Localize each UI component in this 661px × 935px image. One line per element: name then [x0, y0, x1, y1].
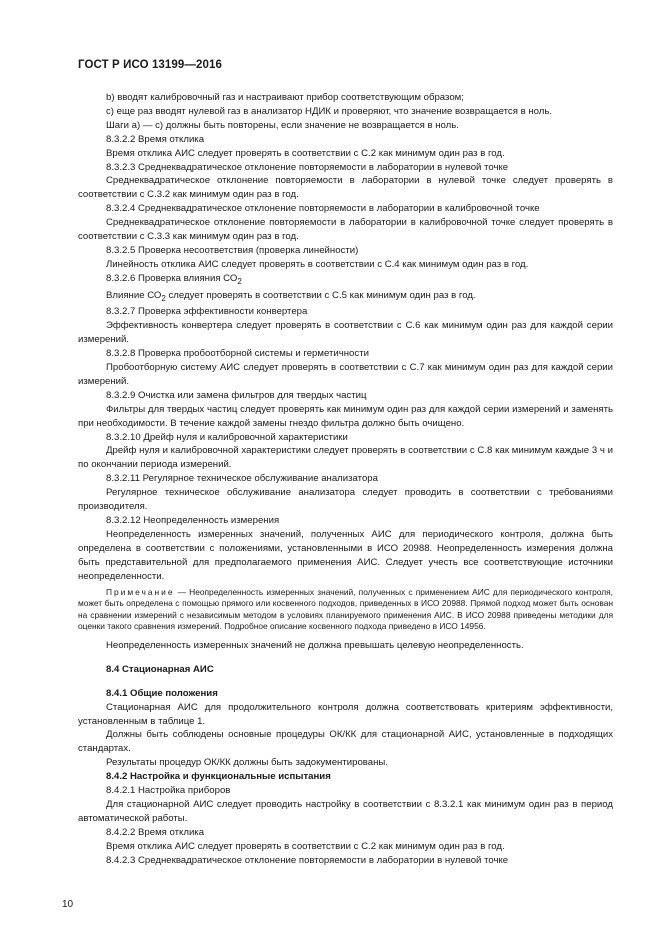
spacer [78, 653, 613, 663]
paragraph: Для стационарной АИС следует проводить настройку в соответствии с 8.3.2.1 как минимум один раз в период автоматической работы. [78, 798, 613, 824]
paragraph: Среднеквадратическое отклонение повторяемости в лаборатории в нулевой точке следует проверять в соответствии с С.3.2 как минимум один раз в год. [78, 175, 613, 201]
section-heading-bold: 8.4 Стационарная АИС [106, 663, 214, 675]
paragraph: Результаты процедур ОК/КК должны быть задокументированы. [106, 757, 388, 769]
paragraph: Фильтры для твердых частиц следует проверять как минимум один раз для каждой серии измерений и заменять при необходимости. В течение каждой замены гнездо фильтра должно быть очищено. [78, 403, 613, 429]
paragraph: Дрейф нуля и калибровочной характеристики следует проверять в соответствии с С.8 как минимум каждые 3 ч и по окончании периода измерений. [78, 445, 613, 471]
page-number: 10 [62, 899, 74, 910]
document-body [78, 91, 613, 868]
section-heading: 8.3.2.10 Дрейф нуля и калибровочной характеристики [106, 431, 348, 443]
paragraph: Время отклика АИС следует проверять в соответствии с С.2 как минимум один раз в год. [106, 147, 505, 159]
paragraph: Линейность отклика АИС следует проверять в соответствии с С.4 как минимум один раз в год. [106, 258, 529, 270]
paragraph: Должны быть соблюдены основные процедуры ОК/КК для стационарной АИС, установленные в подходящих стандартах. [78, 729, 613, 755]
paragraph [78, 289, 613, 306]
section-heading: 8.4.2.2 Время отклика [106, 826, 205, 838]
section-heading-bold: 8.4.1 Общие положения [106, 687, 218, 699]
section-heading: 8.3.2.4 Среднеквадратическое отклонение повторяемости в лаборатории в калибровочной точке [106, 203, 540, 215]
paragraph-text: следует проверять в соответствии с С.5 как минимум один раз в год. [165, 289, 476, 301]
subscript: 2 [161, 293, 166, 303]
section-heading [78, 272, 613, 289]
paragraph: b) вводят калибровочный газ и настраивают прибор соответствующим образом; [106, 92, 464, 103]
paragraph: Время отклика АИС следует проверять в соответствии с С.2 как минимум один раз в год. [106, 840, 505, 852]
note-label: Примечание [106, 586, 175, 597]
spacer [78, 677, 613, 687]
paragraph: Стационарная АИС для продолжительного контроля должна соответствовать критериям эффективности, установленным в таблице 1. [78, 701, 613, 727]
note-text: — Неопределенность измеренных значений, полученных с применением АИС для периодического контроля, может быть определена с помощью прямого или косвенного подходов, приведенных в ИСО 20988. Прямой подход может быть основан на сравнении измерений с независимым методом в условиях планируемого применения АИС. В ИСО 20988 приведены методики для оценки такого сравнения измерений. Подробное описание косвенного подхода приведено в ИСО 14956. [78, 586, 613, 632]
section-heading: 8.3.2.8 Проверка пробоотборной системы и герметичности [106, 348, 369, 360]
section-heading: 8.3.2.9 Очистка или замена фильтров для твердых частиц [106, 389, 367, 401]
section-heading: 8.3.2.5 Проверка несоответствия (проверка линейности) [106, 244, 359, 256]
section-heading: 8.3.2.7 Проверка эффективности конвертера [106, 306, 308, 318]
note [78, 587, 613, 633]
paragraph: Регулярное техническое обслуживание анализатора следует проводить в соответствии с требованиями производителя. [78, 487, 613, 513]
section-heading: 8.3.2.12 Неопределенность измерения [106, 515, 280, 526]
section-heading: 8.3.2.3 Среднеквадратическое отклонение повторяемости в лаборатории в нулевой точке [106, 161, 509, 173]
section-heading: 8.3.2.11 Регулярное техническое обслуживание анализатора [106, 473, 378, 485]
subscript: 2 [237, 276, 242, 286]
paragraph: Эффективность конвертера следует проверять в соответствии с С.6 как минимум один раз для каждой серии измерений. [78, 320, 613, 346]
paragraph: Неопределенность измеренных значений, полученных АИС для периодического контроля, должна быть определена в соответствии с положениями, установленными в ИСО 20988. Неопределенность измерения должна быть представительной для предполагаемого применения АИС. Следует учесть все соответствующие источники неопределенности. [78, 528, 613, 582]
paragraph: Среднеквадратическое отклонение повторяемости в лаборатории в калибровочной точке следует проверять в соответствии с С.3.3 как минимум один раз в год. [78, 217, 613, 243]
section-heading: 8.4.2.1 Настройка приборов [106, 785, 231, 797]
section-heading: 8.3.2.2 Время отклика [106, 133, 205, 145]
section-heading: 8.4.2.3 Среднеквадратическое отклонение повторяемости в лаборатории в нулевой точке [106, 854, 509, 866]
paragraph: Шаги а) — с) должны быть повторены, если значение не возвращается в ноль. [106, 119, 459, 131]
section-heading-bold: 8.4.2 Настройка и функциональные испытания [106, 771, 331, 783]
paragraph-text: Влияние СО [106, 289, 162, 301]
heading-text: 8.3.2.6 Проверка влияния СО [106, 272, 238, 284]
paragraph: с) еще раз вводят нулевой газ в анализатор НДИК и проверяют, что значение возвращается в ноль. [106, 105, 553, 117]
document-header: ГОСТ Р ИСО 13199—2016 [78, 59, 223, 71]
paragraph: Пробоотборную систему АИС следует проверять в соответствии с С.7 как минимум один раз для каждой серии измерений. [78, 362, 613, 387]
paragraph: Неопределенность измеренных значений не должна превышать целевую неопределенность. [106, 639, 524, 651]
